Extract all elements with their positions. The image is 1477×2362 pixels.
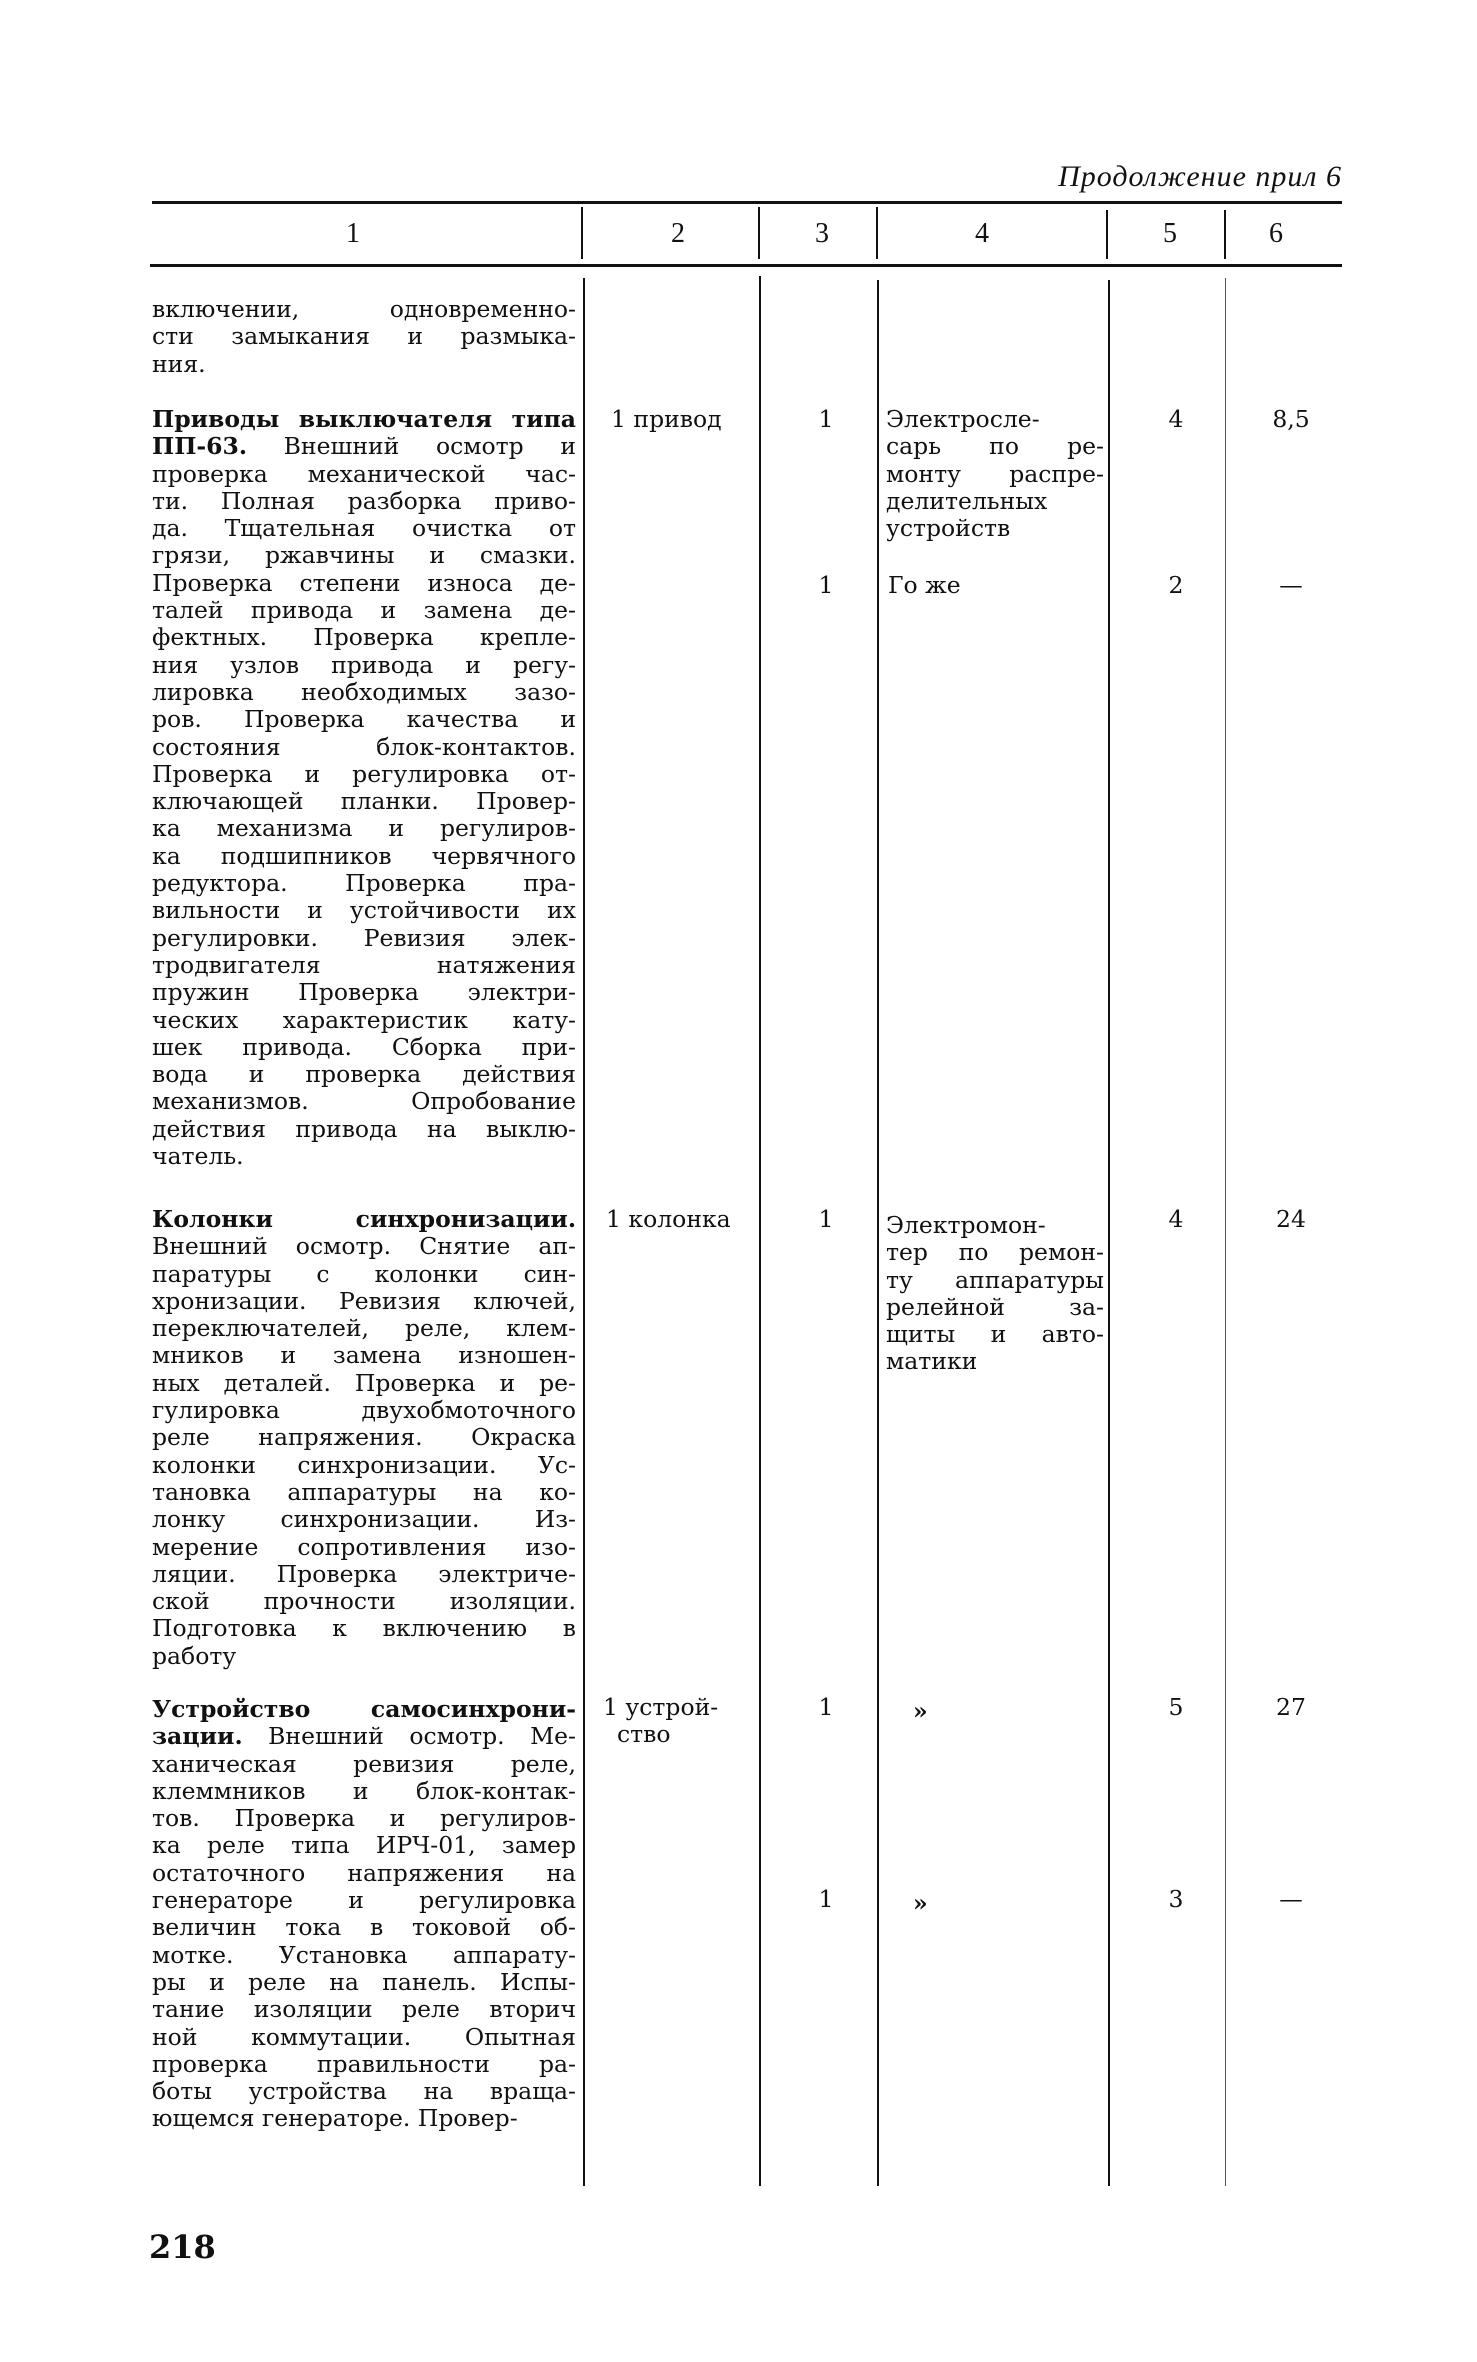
quantity-cell: 1	[818, 1885, 834, 1913]
text-line: чатель.	[152, 1142, 244, 1171]
text-line: грязи, ржавчины и смазки.	[152, 541, 576, 570]
text-line: ка подшипников червячного	[152, 841, 576, 870]
worker-line: ту аппаратуры	[886, 1265, 1104, 1294]
text-line: величин тока в токовой об-	[152, 1913, 576, 1942]
quantity-cell: 1	[818, 571, 834, 599]
quantity-cell: 1	[818, 405, 834, 433]
text-line: тов. Проверка и регулиров-	[152, 1804, 576, 1833]
work-description-0	[152, 296, 576, 378]
text-line: Внешний осмотр. Снятие ап-	[152, 1232, 576, 1261]
text-line: регулировки. Ревизия элек-	[152, 923, 576, 952]
text-line: Проверка и регулировка от-	[152, 759, 576, 788]
text-line	[152, 406, 576, 433]
work-description-self-sync-device	[152, 1696, 576, 2133]
column-header-1: 1	[346, 218, 360, 249]
grade-cell: 4	[1168, 405, 1184, 433]
text-line: ка механизма и регулиров-	[152, 814, 576, 843]
text-line	[152, 1206, 576, 1233]
time-cell: 24	[1276, 1205, 1306, 1233]
worker-line: тер по ремон-	[886, 1238, 1104, 1267]
text-line: переключателей, реле, клем-	[152, 1314, 576, 1343]
text-line: работу	[152, 1641, 237, 1670]
header-divider	[876, 207, 878, 259]
worker-line: монту распре-	[886, 459, 1104, 488]
text-line: да. Тщательная очистка от	[152, 514, 576, 543]
text-line: лировка необходимых зазо-	[152, 677, 576, 706]
bold-heading: Устройство самосинхрони-	[152, 1695, 576, 1723]
text-line: ных деталей. Проверка и ре-	[152, 1368, 576, 1397]
text-line: генераторе и регулировка	[152, 1886, 576, 1915]
text-line: тание изоляции реле вторич	[152, 1995, 576, 2024]
text-line: пружин Проверка электри-	[152, 978, 576, 1007]
text-line: механизмов. Опробование	[152, 1087, 576, 1116]
column-header-4: 4	[975, 218, 989, 249]
text-line: мерение сопротивления изо-	[152, 1532, 576, 1561]
text-line: талей привода и замена де-	[152, 596, 576, 625]
time-cell: 27	[1276, 1693, 1306, 1721]
text-line: ческих характеристик кату-	[152, 1005, 576, 1034]
text-line: остаточного напряжения на	[152, 1858, 576, 1887]
unit-cell	[603, 1694, 718, 1749]
table-continuation-caption: Продолжение прил 6	[1058, 160, 1342, 193]
text-line: зации. Внешний осмотр. Ме-	[152, 1722, 576, 1751]
text-line: мотке. Установка аппарату-	[152, 1940, 576, 1969]
text-line: мников и замена изношен-	[152, 1341, 576, 1370]
text-line: гулировка двухобмоточного	[152, 1396, 576, 1425]
worker-cell	[886, 1212, 1104, 1376]
worker-line: Электромон-	[886, 1211, 1046, 1239]
worker-cell: Го же	[888, 571, 961, 599]
grade-cell: 2	[1168, 571, 1184, 599]
ditto-mark: »	[913, 1697, 928, 1725]
worker-line: щиты и авто-	[886, 1320, 1104, 1349]
text-line: хронизации. Ревизия ключей,	[152, 1286, 576, 1315]
ditto-mark: »	[913, 1889, 928, 1917]
text-line: действия привода на выклю-	[152, 1114, 576, 1143]
column-divider	[583, 278, 585, 2186]
text-line: ляции. Проверка электриче-	[152, 1559, 576, 1588]
text-line: фектных. Проверка крепле-	[152, 623, 576, 652]
text-line: сти замыкания и размыка-	[152, 322, 576, 351]
text-line: ной коммутации. Опытная	[152, 2022, 576, 2051]
worker-cell	[886, 406, 1104, 542]
time-cell: 8,5	[1272, 405, 1310, 433]
column-divider	[877, 280, 879, 2186]
quantity-cell: 1	[818, 1205, 834, 1233]
worker-line: сарь по ре-	[886, 432, 1104, 461]
text-line: тродвигателя натяжения	[152, 950, 576, 979]
text-line: клеммников и блок-контак-	[152, 1776, 576, 1805]
header-divider	[758, 207, 760, 259]
text-line: Подготовка к включению в	[152, 1614, 576, 1643]
text-line: ния.	[152, 349, 206, 378]
text-line: боты устройства на враща-	[152, 2077, 576, 2106]
text-line: шек привода. Сборка при-	[152, 1032, 576, 1061]
worker-line: устройств	[886, 514, 1011, 543]
unit-cell: 1 колонка	[606, 1205, 731, 1233]
text-line: ющемся генераторе. Провер-	[152, 2104, 518, 2133]
text-line: ской прочности изоляции.	[152, 1587, 576, 1616]
column-header-2: 2	[671, 218, 685, 249]
text-line: ханическая ревизия реле,	[152, 1749, 576, 1778]
worker-line: матики	[886, 1347, 978, 1376]
table-top-rule	[152, 201, 1342, 204]
text-line: проверка правильности ра-	[152, 2049, 576, 2078]
text-line: состояния блок-контактов.	[152, 732, 576, 761]
unit-line: 1 устрой-	[603, 1693, 719, 1721]
text-line: лонку синхронизации. Из-	[152, 1505, 576, 1534]
unit-line: ство	[617, 1720, 671, 1749]
text-line: ка реле типа ИРЧ-01, замер	[152, 1831, 576, 1860]
text-line: ти. Полная разборка приво-	[152, 486, 576, 515]
bold-heading: Колонки синхронизации.	[152, 1205, 576, 1233]
text-line: ров. Проверка качества и	[152, 705, 576, 734]
work-description-drives-pp63	[152, 406, 576, 1170]
text-line: реле напряжения. Окраска	[152, 1423, 576, 1452]
text-line	[152, 1696, 576, 1723]
page-number: 218	[149, 2228, 216, 2266]
header-divider	[581, 207, 583, 259]
grade-cell: 4	[1168, 1205, 1184, 1233]
header-divider	[1224, 210, 1226, 259]
text-line: Проверка степени износа де-	[152, 568, 576, 597]
bold-heading: зации.	[152, 1722, 243, 1751]
bold-heading: Приводы выключателя типа	[152, 405, 576, 433]
worker-line: релейной за-	[886, 1292, 1104, 1321]
column-divider	[759, 276, 761, 2186]
bold-heading: ПП-63.	[152, 432, 248, 461]
header-divider	[1106, 210, 1108, 259]
text-line: вильности и устойчивости их	[152, 896, 576, 925]
column-divider	[1225, 278, 1226, 2186]
column-header-5: 5	[1163, 218, 1177, 249]
grade-cell: 5	[1168, 1693, 1184, 1721]
worker-line: делительных	[886, 486, 1048, 515]
column-header-3: 3	[815, 218, 829, 249]
text-line: включении, одновременно-	[152, 295, 576, 323]
unit-cell: 1 привод	[611, 405, 722, 433]
text-line: ния узлов привода и регу-	[152, 650, 576, 679]
text-line: редуктора. Проверка пра-	[152, 869, 576, 898]
worker-line: Электросле-	[886, 405, 1040, 433]
time-cell: —	[1279, 571, 1303, 599]
grade-cell: 3	[1168, 1885, 1184, 1913]
time-cell: —	[1279, 1885, 1303, 1913]
text-line: вода и проверка действия	[152, 1060, 576, 1089]
text-line: ры и реле на панель. Испы-	[152, 1967, 576, 1996]
text-line: колонки синхронизации. Ус-	[152, 1450, 576, 1479]
table-header-rule	[150, 264, 1342, 267]
text-line: ключающей планки. Провер-	[152, 787, 576, 816]
text-line: проверка механической час-	[152, 459, 576, 488]
column-header-6: 6	[1269, 218, 1283, 249]
text-line: тановка аппаратуры на ко-	[152, 1477, 576, 1506]
quantity-cell: 1	[818, 1693, 834, 1721]
text-line: ПП-63. Внешний осмотр и	[152, 432, 576, 461]
work-description-sync-columns	[152, 1206, 576, 1670]
column-divider	[1108, 280, 1110, 2186]
text-line: паратуры с колонки син-	[152, 1259, 576, 1288]
